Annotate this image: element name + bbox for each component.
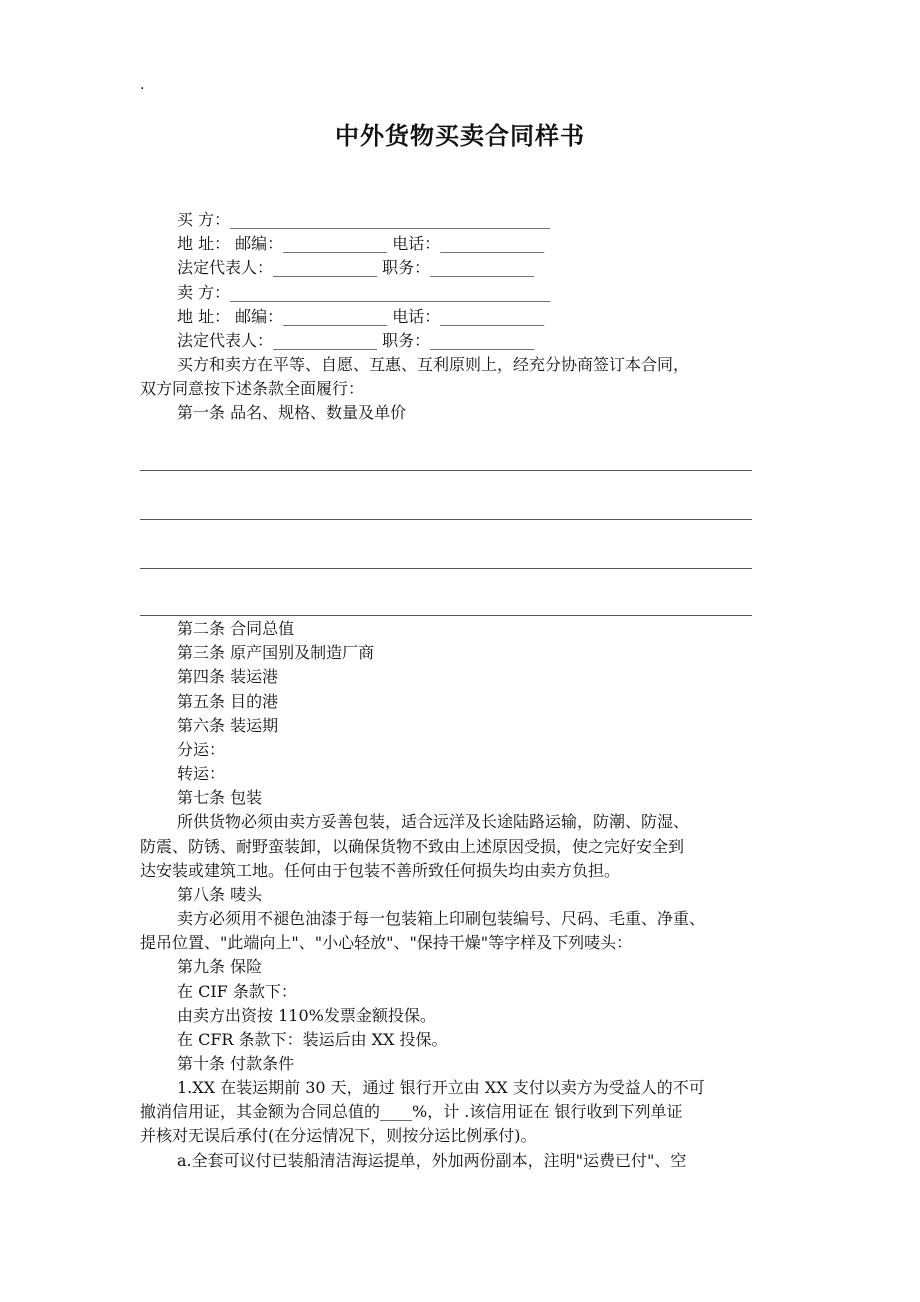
article-8-text-2: 提吊位置、"此端向上"、"小心轻放"、"保持干燥"等字样及下列唛头： <box>140 933 633 952</box>
article-10-item-a: a.全套可议付已装船清洁海运提单，外加两份副本，注明"运费已付"、空 <box>177 1151 687 1170</box>
article-10-text-2: 撤消信用证，其金额为合同总值的____%，计 .该信用证在 银行收到下列单证 <box>140 1102 683 1121</box>
intro-line-2: 双方同意按下述条款全面履行： <box>140 379 365 398</box>
page-dot: . <box>140 77 145 93</box>
article-9-heading: 第九条 保险 <box>177 957 263 976</box>
article-9-text-2: 由卖方出资按 110%发票金额投保。 <box>177 1006 436 1025</box>
article-6-heading: 第六条 装运期 <box>177 716 279 735</box>
transshipment-line: 转运： <box>177 764 226 783</box>
seller-address-line: 地 址： 邮编：_____________ 电话：_____________ <box>177 307 545 326</box>
article-10-heading: 第十条 付款条件 <box>177 1054 295 1073</box>
article-4-heading: 第四条 装运港 <box>177 667 279 686</box>
article-1-heading: 第一条 品名、规格、数量及单价 <box>177 403 407 422</box>
seller-representative-line: 法定代表人：_____________ 职务：_____________ <box>177 331 535 350</box>
article-7-heading: 第七条 包装 <box>177 788 263 807</box>
article-10-text-3: 并核对无误后承付(在分运情况下，则按分运比例承付)。 <box>140 1126 537 1145</box>
intro-line-1: 买方和卖方在平等、自愿、互惠、互利原则上，经充分协商签订本合同， <box>177 355 690 374</box>
article-2-heading: 第二条 合同总值 <box>177 619 295 638</box>
article-9-text-1: 在 CIF 条款下： <box>177 982 297 1001</box>
article-7-text-1: 所供货物必须由卖方妥善包装，适合远洋及长途陆路运输，防潮、防湿、 <box>177 812 690 831</box>
blank-rule-4 <box>140 615 752 616</box>
article-9-text-3: 在 CFR 条款下：装运后由 XX 投保。 <box>177 1030 448 1049</box>
blank-rule-1 <box>140 470 752 471</box>
buyer-address-line: 地 址： 邮编：_____________ 电话：_____________ <box>177 234 545 253</box>
article-8-text-1: 卖方必须用不褪色油漆于每一包装箱上印刷包装编号、尺码、毛重、净重、 <box>177 909 706 928</box>
article-5-heading: 第五条 目的港 <box>177 692 279 711</box>
article-7-text-2: 防震、防锈、耐野蛮装卸，以确保货物不致由上述原因受损，使之完好安全到 <box>140 837 685 856</box>
article-3-heading: 第三条 原产国别及制造厂商 <box>177 643 375 662</box>
blank-rule-2 <box>140 519 752 520</box>
article-10-text-1: 1.XX 在装运期前 30 天，通过 银行开立由 XX 支付以卖方为受益人的不可 <box>177 1078 705 1097</box>
article-8-heading: 第八条 唛头 <box>177 885 263 904</box>
buyer-representative-line: 法定代表人：_____________ 职务：_____________ <box>177 258 535 277</box>
partial-shipment-line: 分运： <box>177 740 226 759</box>
seller-line: 卖 方：________________________________________ <box>177 283 551 302</box>
blank-rule-3 <box>140 568 752 569</box>
page-title: 中外货物买卖合同样书 <box>335 122 585 150</box>
article-7-text-3: 达安装或建筑工地。任何由于包装不善所致任何损失均由卖方负担。 <box>140 861 621 880</box>
buyer-line: 买 方：________________________________________ <box>177 210 551 229</box>
